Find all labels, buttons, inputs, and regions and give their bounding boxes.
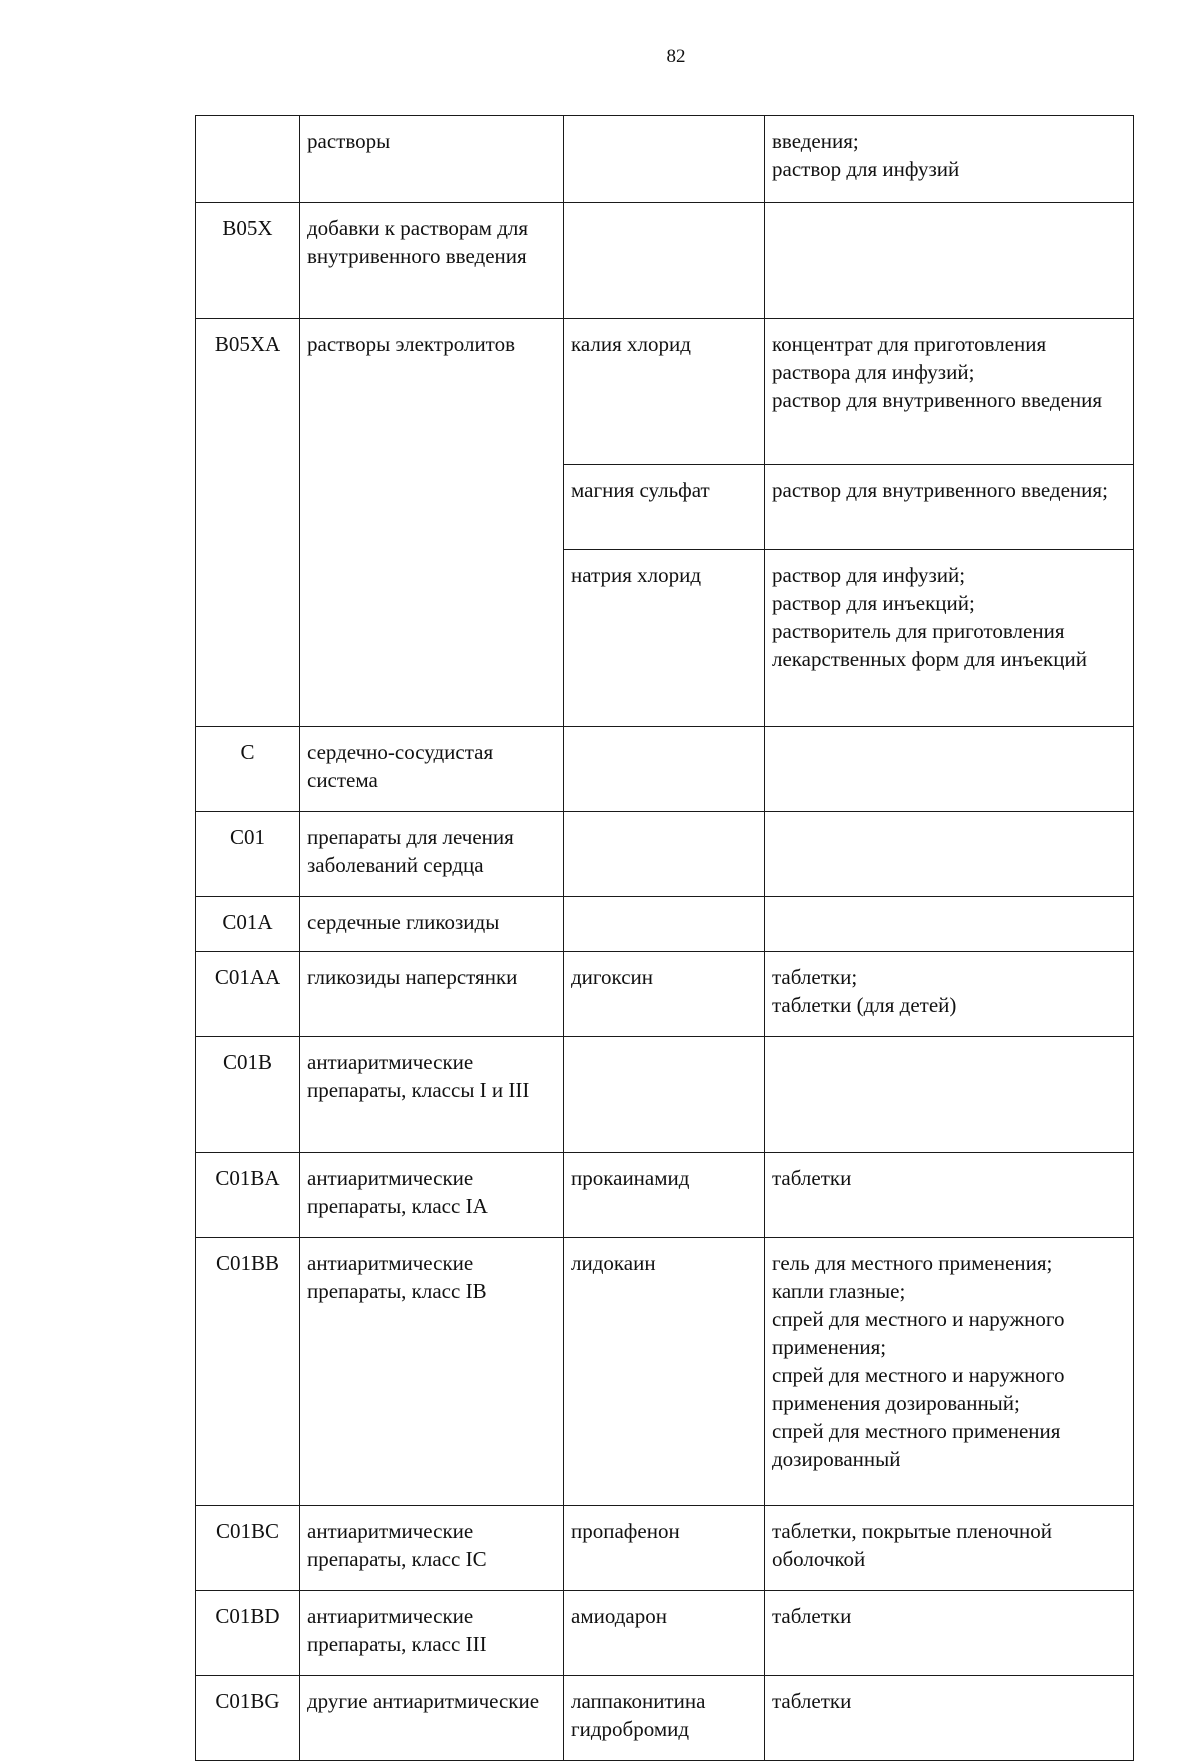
atc-code-cell: B05XA [196, 319, 300, 727]
table-body [196, 116, 1134, 1761]
table-row [196, 319, 1134, 465]
dosage-form-line: таблетки [772, 1689, 852, 1713]
dosage-form-cell [765, 1238, 1134, 1506]
anatomical-therapeutic-group-cell: сердечно-сосудистая система [300, 727, 564, 812]
drug-name-cell [564, 812, 765, 897]
atc-code-cell: C01BD [196, 1591, 300, 1676]
dosage-form-cell [765, 203, 1134, 319]
anatomical-therapeutic-group-cell: антиаритмические препараты, класс IB [300, 1238, 564, 1506]
drug-table [195, 115, 1134, 1761]
dosage-form-line: раствор для внутривенного введения [772, 388, 1103, 412]
dosage-form-line: спрей для местного применения дозированный [772, 1419, 1061, 1471]
dosage-form-cell [765, 1591, 1134, 1676]
page-number: 82 [666, 46, 686, 67]
table-row [196, 203, 1134, 319]
dosage-form-cell [765, 550, 1134, 727]
anatomical-therapeutic-group-cell: препараты для лечения заболеваний сердца [300, 812, 564, 897]
dosage-form-cell [765, 727, 1134, 812]
table-row [196, 952, 1134, 1037]
dosage-form-line: таблетки, покрытые пленочной оболочкой [772, 1519, 1053, 1571]
atc-code-cell: C01 [196, 812, 300, 897]
dosage-form-cell [765, 1676, 1134, 1761]
dosage-form-cell [765, 1153, 1134, 1238]
dosage-form-line: раствор для инъекций; [772, 591, 975, 615]
dosage-form-line: введения; [772, 129, 859, 153]
dosage-form-line: таблетки [772, 1166, 852, 1190]
atc-code-cell: C [196, 727, 300, 812]
anatomical-therapeutic-group-cell: антиаритмические препараты, класс IA [300, 1153, 564, 1238]
drug-name-cell: амиодарон [564, 1591, 765, 1676]
table-row [196, 897, 1134, 952]
atc-code-cell: C01BA [196, 1153, 300, 1238]
atc-code-cell: C01BB [196, 1238, 300, 1506]
drug-name-cell [564, 897, 765, 952]
table-row [196, 727, 1134, 812]
drug-name-cell [564, 727, 765, 812]
dosage-form-line: таблетки; [772, 965, 858, 989]
anatomical-therapeutic-group-cell: другие антиаритмические [300, 1676, 564, 1761]
dosage-form-line: гель для местного применения; [772, 1251, 1053, 1275]
dosage-form-line: концентрат для приготовления раствора для инфузий; [772, 332, 1047, 384]
anatomical-therapeutic-group-cell: растворы [300, 116, 564, 203]
anatomical-therapeutic-group-cell: растворы электролитов [300, 319, 564, 727]
dosage-form-line: растворитель для приготовления лекарственных форм для инъекций [772, 619, 1087, 671]
drug-name-cell [564, 203, 765, 319]
dosage-form-line: раствор для инфузий [772, 157, 960, 181]
atc-code-cell: C01A [196, 897, 300, 952]
dosage-form-cell [765, 1506, 1134, 1591]
table-row [196, 1506, 1134, 1591]
atc-code-cell: C01BG [196, 1676, 300, 1761]
dosage-form-cell [765, 1037, 1134, 1153]
anatomical-therapeutic-group-cell: антиаритмические препараты, класс III [300, 1591, 564, 1676]
drug-name-cell: лаппаконитина гидробромид [564, 1676, 765, 1761]
dosage-form-cell [765, 952, 1134, 1037]
drug-name-cell: пропафенон [564, 1506, 765, 1591]
dosage-form-line: раствор для инфузий; [772, 563, 966, 587]
atc-code-cell [196, 116, 300, 203]
dosage-form-cell [765, 465, 1134, 550]
dosage-form-cell [765, 897, 1134, 952]
anatomical-therapeutic-group-cell: гликозиды наперстянки [300, 952, 564, 1037]
table-row [196, 1676, 1134, 1761]
dosage-form-line: спрей для местного и наружного применения; [772, 1307, 1065, 1359]
atc-code-cell: C01B [196, 1037, 300, 1153]
dosage-form-cell [765, 319, 1134, 465]
table-row [196, 1037, 1134, 1153]
dosage-form-line: раствор для внутривенного введения; [772, 478, 1108, 502]
drug-name-cell: лидокаин [564, 1238, 765, 1506]
table-row [196, 1591, 1134, 1676]
table-row [196, 812, 1134, 897]
atc-code-cell: B05X [196, 203, 300, 319]
anatomical-therapeutic-group-cell: добавки к растворам для внутривенного введения [300, 203, 564, 319]
table-row [196, 1153, 1134, 1238]
drug-name-cell: дигоксин [564, 952, 765, 1037]
drug-name-cell: калия хлорид [564, 319, 765, 465]
anatomical-therapeutic-group-cell: антиаритмические препараты, класс IC [300, 1506, 564, 1591]
anatomical-therapeutic-group-cell: сердечные гликозиды [300, 897, 564, 952]
table-row [196, 116, 1134, 203]
drug-name-cell [564, 1037, 765, 1153]
dosage-form-line: спрей для местного и наружного применения дозированный; [772, 1363, 1065, 1415]
table-row [196, 1238, 1134, 1506]
dosage-form-line: таблетки [772, 1604, 852, 1628]
dosage-form-cell [765, 812, 1134, 897]
drug-name-cell: магния сульфат [564, 465, 765, 550]
atc-code-cell: C01AA [196, 952, 300, 1037]
drug-name-cell: натрия хлорид [564, 550, 765, 727]
drug-name-cell [564, 116, 765, 203]
drug-name-cell: прокаинамид [564, 1153, 765, 1238]
anatomical-therapeutic-group-cell: антиаритмические препараты, классы I и III [300, 1037, 564, 1153]
dosage-form-line: таблетки (для детей) [772, 993, 957, 1017]
atc-code-cell: C01BC [196, 1506, 300, 1591]
dosage-form-line: капли глазные; [772, 1279, 906, 1303]
dosage-form-cell [765, 116, 1134, 203]
